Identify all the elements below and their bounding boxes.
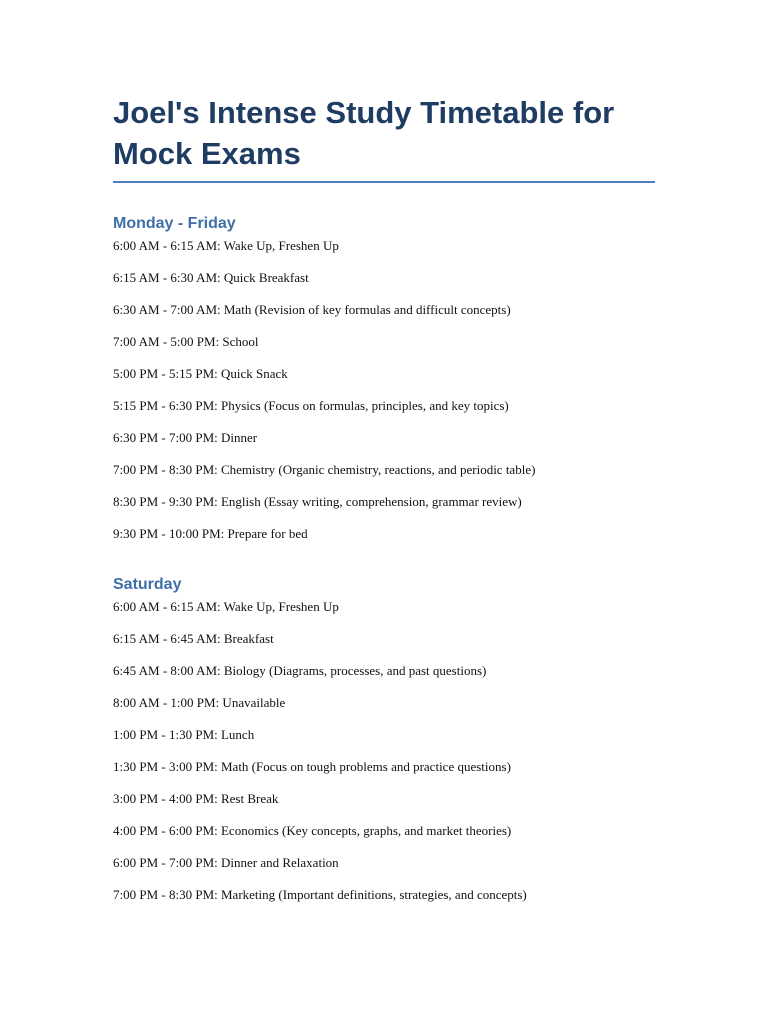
schedule-entry: 6:00 AM - 6:15 AM: Wake Up, Freshen Up — [113, 238, 339, 253]
schedule-entry: 8:00 AM - 1:00 PM: Unavailable — [113, 695, 286, 710]
schedule-entry: 7:00 PM - 8:30 PM: Chemistry (Organic chemistry, reactions, and periodic table) — [113, 462, 536, 477]
schedule-entry: 7:00 AM - 5:00 PM: School — [113, 334, 259, 349]
schedule-entry: 6:15 AM - 6:45 AM: Breakfast — [113, 631, 274, 646]
schedule-entry: 6:30 AM - 7:00 AM: Math (Revision of key formulas and difficult concepts) — [113, 302, 511, 317]
schedule-entry: 4:00 PM - 6:00 PM: Economics (Key concepts, graphs, and market theories) — [113, 823, 512, 838]
schedule-entry: 6:00 PM - 7:00 PM: Dinner and Relaxation — [113, 855, 339, 870]
schedule-entry: 1:00 PM - 1:30 PM: Lunch — [113, 727, 255, 742]
schedule-entry: 8:30 PM - 9:30 PM: English (Essay writing, comprehension, grammar review) — [113, 494, 522, 509]
section-weekdays — [113, 214, 655, 542]
schedule-entry: 5:00 PM - 5:15 PM: Quick Snack — [113, 366, 288, 381]
section-heading-weekdays: Monday - Friday — [113, 215, 236, 232]
schedule-entry: 3:00 PM - 4:00 PM: Rest Break — [113, 791, 279, 806]
schedule-entry: 5:15 PM - 6:30 PM: Physics (Focus on formulas, principles, and key topics) — [113, 398, 509, 413]
schedule-entry: 9:30 PM - 10:00 PM: Prepare for bed — [113, 526, 308, 541]
section-saturday — [113, 575, 655, 903]
section-heading-saturday: Saturday — [113, 576, 182, 593]
schedule-entry: 1:30 PM - 3:00 PM: Math (Focus on tough problems and practice questions) — [113, 759, 511, 774]
document-title: Joel's Intense Study Timetable for Mock Exams — [113, 92, 655, 183]
schedule-entry: 6:45 AM - 8:00 AM: Biology (Diagrams, processes, and past questions) — [113, 663, 487, 678]
schedule-entry: 6:15 AM - 6:30 AM: Quick Breakfast — [113, 270, 309, 285]
schedule-entry: 7:00 PM - 8:30 PM: Marketing (Important definitions, strategies, and concepts) — [113, 887, 527, 902]
schedule-entry: 6:30 PM - 7:00 PM: Dinner — [113, 430, 258, 445]
document-page — [113, 92, 655, 919]
schedule-entry: 6:00 AM - 6:15 AM: Wake Up, Freshen Up — [113, 599, 339, 614]
